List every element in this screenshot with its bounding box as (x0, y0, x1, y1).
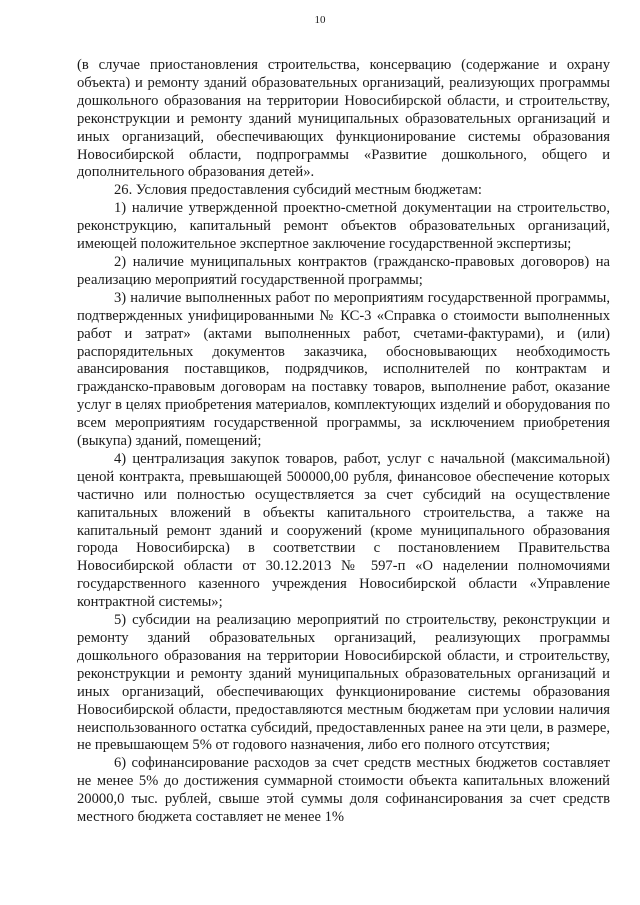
condition-2: 2) наличие муниципальных контрактов (гражданско-правовых договоров) на реализацию мероприятий государственной программы; (77, 253, 610, 288)
page-number: 10 (314, 14, 326, 26)
condition-1: 1) наличие утвержденной проектно-сметной документации на строительство, реконструкцию, капитальный ремонт объектов образовательных организаций, имеющей положительное экспертное заключение государственной экспертизы; (77, 200, 610, 253)
condition-4: 4) централизация закупок товаров, работ, услуг с начальной (максимальной) ценой контракта, превышающей 500000,00 рубля, финансовое обеспечение которых частично или полностью осуществляется за счет субсидий на осуществление капитальных вложений в объекты капитального строительства, а также на капитальный ремонт зданий и сооружений (кроме муниципального образования города Новосибирска) в соответствии с постановлением Правительства Новосибирской области от 30.12.2013 № 597-п «О наделении полномочиями государственного казенного учреждения Новосибирской области «Управление контрактной системы»; (77, 450, 610, 611)
section-26-heading: 26. Условия предоставления субсидий местным бюджетам: (114, 182, 482, 199)
document-body (77, 57, 610, 827)
condition-5: 5) субсидии на реализацию мероприятий по строительству, реконструкции и ремонту зданий образовательных организаций, реализующих программы дошкольного образования на территории Новосибирской области, и строительству, реконструкции и ремонту зданий муниципальных образовательных организаций и иных организаций, обеспечивающих функционирование системы образования Новосибирской области, предоставляются местным бюджетам при условии наличия неиспользованного остатка субсидий, предоставленных ранее на эти цели, в размере, не превышающем 5% от годового назначения, либо его полного отсутствия; (77, 612, 610, 754)
condition-3: 3) наличие выполненных работ по мероприятиям государственной программы, подтвержденных унифицированными № КС-3 «Справка о стоимости выполненных работ и затрат» (актами выполненных работ, счетами-фактурами), и (или) распорядительных документов заказчика, обосновывающих необходимость авансирования поставщиков, подрядчиков, исполнителей по контрактам и гражданско-правовым договорам на поставку товаров, выполнение работ, оказание услуг в целях приобретения материалов, комплектующих изделий и оборудования по всем мероприятиям государственной программы, за исключением приобретения (выкупа) зданий, помещений; (77, 289, 610, 450)
paragraph-continuation: (в случае приостановления строительства, консервацию (содержание и охрану объекта) и ремонту зданий образовательных организаций, реализующих программы дошкольного образования на территории Новосибирской области, и строительству, реконструкции и ремонту зданий муниципальных образовательных организаций и иных организаций, обеспечивающих функционирование системы образования Новосибирской области, подпрограммы «Развитие дошкольного, общего и дополнительного образования детей». (77, 57, 610, 181)
condition-6: 6) софинансирование расходов за счет средств местных бюджетов составляет не менее 5% до достижения суммарной стоимости объекта капитальных вложений 20000,0 тыс. рублей, свыше этой суммы доля софинансирования за счет средств местного бюджета составляет не менее 1% (77, 755, 610, 826)
